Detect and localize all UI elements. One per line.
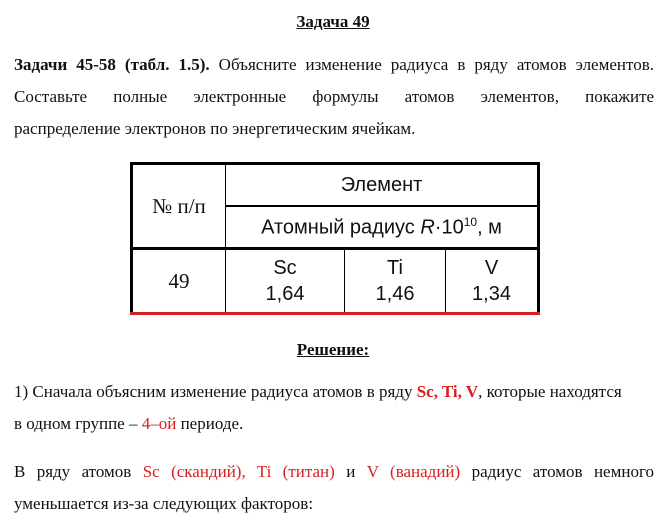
- text: радиус атомов немного: [460, 462, 654, 481]
- element-cell-v: [446, 249, 539, 314]
- solution-title: Решение:: [296, 340, 370, 359]
- word: атомов: [404, 87, 455, 106]
- radius-exponent: 10: [463, 214, 478, 229]
- task-description: [14, 49, 654, 145]
- solution-paragraph-1: [14, 376, 654, 440]
- text: В ряду атомов: [14, 462, 143, 481]
- solution-line-2: [14, 408, 654, 440]
- solution-paragraph-2: [14, 456, 654, 520]
- highlighted-sc: Sc (скандий),: [142, 462, 246, 481]
- element-radius: 1,64: [265, 283, 305, 305]
- element-header: Элемент: [226, 164, 539, 207]
- highlighted-period: 4–ой: [141, 414, 177, 433]
- row-number: 49: [132, 249, 226, 314]
- task-line1-text: Объясните изменение радиуса в ряду атомов элементов.: [218, 55, 654, 74]
- radius-unit: , м: [477, 216, 502, 239]
- highlighted-v: V (ванадий): [366, 462, 461, 481]
- task-line-1: [14, 49, 654, 81]
- solution-p2-line-2: уменьшается из-за следующих факторов:: [14, 494, 314, 513]
- text: 1) Сначала объясним изменение радиуса атомов в ряду: [14, 382, 417, 401]
- word: элементов,: [480, 87, 559, 106]
- text: периоде.: [176, 414, 244, 433]
- word: полные: [113, 87, 168, 106]
- task-title: Задача 49: [296, 12, 370, 31]
- element-symbol: Sc: [273, 257, 297, 279]
- radius-header-text: Атомный радиус: [261, 216, 421, 239]
- word: электронные: [193, 87, 287, 106]
- task-line-3: распределение электронов по энергетическим ячейкам.: [14, 119, 416, 138]
- word: формулы: [312, 87, 379, 106]
- word: покажите: [585, 87, 655, 106]
- solution-p2-line-1: [14, 456, 654, 488]
- task-line-2: [14, 81, 654, 113]
- element-symbol: V: [484, 257, 499, 279]
- text: , которые находятся: [478, 382, 622, 401]
- highlighted-elements: Sc, Ti, V: [416, 382, 479, 401]
- element-radius: 1,34: [472, 283, 511, 305]
- element-symbol: Ti: [387, 257, 403, 279]
- number-column-header: № п/п: [132, 164, 226, 249]
- radius-symbol: R: [420, 216, 435, 239]
- element-radius: 1,46: [375, 283, 415, 305]
- radius-multiplier: ·10: [434, 216, 464, 239]
- text: в одном группе –: [14, 414, 142, 433]
- element-cell-sc: [226, 249, 345, 314]
- highlighted-ti: Ti (титан): [256, 462, 335, 481]
- radius-table-container: [130, 162, 540, 312]
- radius-header: [226, 206, 539, 249]
- radius-table: [130, 162, 540, 315]
- element-cell-ti: [345, 249, 446, 314]
- solution-line-1: [14, 376, 654, 408]
- word: Составьте: [14, 87, 88, 106]
- task-label: Задачи 45-58 (табл. 1.5).: [14, 55, 210, 74]
- text: и: [334, 462, 367, 481]
